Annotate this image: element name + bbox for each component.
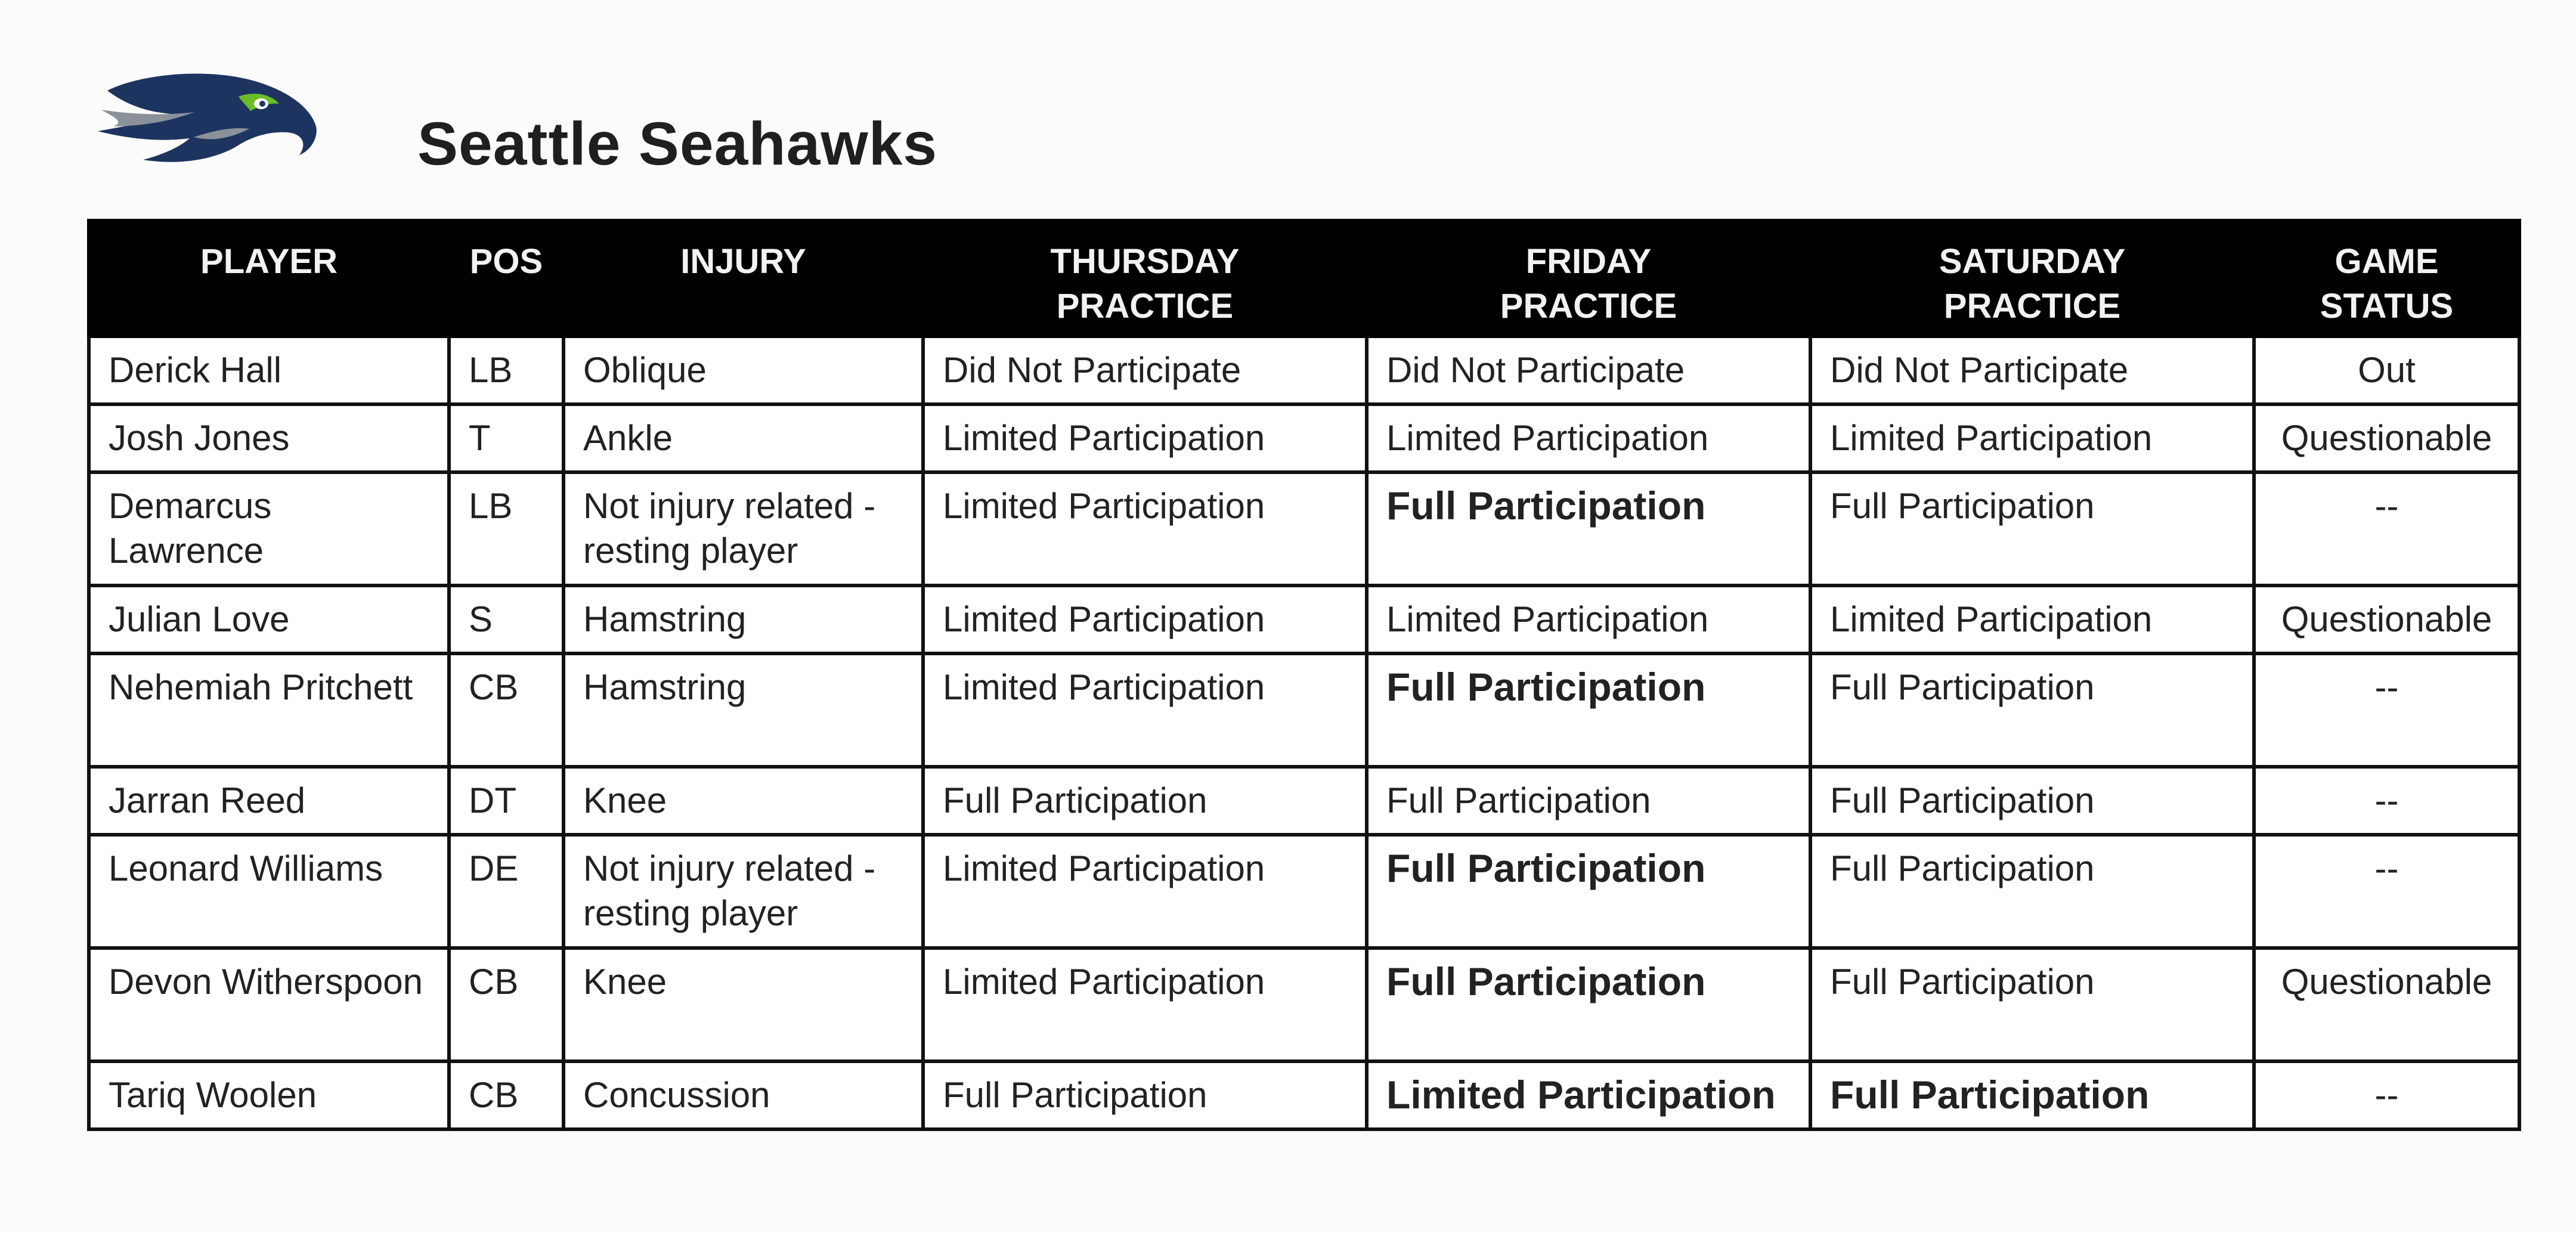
cell-thursday: Full Participation (923, 1061, 1367, 1129)
table-row (89, 472, 2519, 585)
cell-friday: Full Participation (1367, 835, 1810, 948)
cell-friday: Did Not Participate (1367, 336, 1810, 404)
cell-thursday: Limited Participation (923, 653, 1367, 767)
table-row (89, 948, 2519, 1061)
table-row (89, 767, 2519, 835)
cell-saturday: Full Participation (1810, 653, 2254, 767)
cell-injury: Concussion (564, 1061, 923, 1129)
header-friday-practice: FRIDAY PRACTICE (1367, 221, 1810, 336)
header-injury: INJURY (564, 221, 923, 336)
table-row (89, 1061, 2519, 1129)
cell-thursday: Limited Participation (923, 404, 1367, 472)
cell-pos: DT (449, 767, 564, 835)
cell-pos: CB (449, 948, 564, 1061)
cell-friday: Full Participation (1367, 948, 1810, 1061)
injury-report-table (87, 219, 2521, 1131)
cell-game-status: Questionable (2254, 948, 2519, 1061)
cell-thursday: Limited Participation (923, 835, 1367, 948)
cell-thursday: Limited Participation (923, 948, 1367, 1061)
cell-injury: Not injury related - resting player (564, 472, 923, 585)
cell-pos: CB (449, 1061, 564, 1129)
cell-player: Josh Jones (89, 404, 449, 472)
table-header (89, 221, 2519, 336)
cell-player: Demarcus Lawrence (89, 472, 449, 585)
cell-player: Jarran Reed (89, 767, 449, 835)
cell-pos: LB (449, 336, 564, 404)
cell-injury: Not injury related - resting player (564, 835, 923, 948)
table-row (89, 336, 2519, 404)
cell-friday: Full Participation (1367, 767, 1810, 835)
cell-game-status: Out (2254, 336, 2519, 404)
cell-pos: LB (449, 472, 564, 585)
cell-pos: T (449, 404, 564, 472)
cell-saturday: Full Participation (1810, 1061, 2254, 1129)
table-row (89, 835, 2519, 948)
cell-thursday: Limited Participation (923, 585, 1367, 653)
cell-injury: Ankle (564, 404, 923, 472)
cell-saturday: Full Participation (1810, 472, 2254, 585)
cell-saturday: Full Participation (1810, 767, 2254, 835)
cell-game-status: -- (2254, 1061, 2519, 1129)
cell-saturday: Limited Participation (1810, 404, 2254, 472)
cell-game-status: Questionable (2254, 585, 2519, 653)
seahawk-logo-icon (89, 67, 322, 168)
cell-friday: Full Participation (1367, 653, 1810, 767)
cell-saturday: Limited Participation (1810, 585, 2254, 653)
cell-injury: Knee (564, 948, 923, 1061)
cell-game-status: -- (2254, 835, 2519, 948)
cell-player: Leonard Williams (89, 835, 449, 948)
cell-injury: Knee (564, 767, 923, 835)
cell-friday: Limited Participation (1367, 1061, 1810, 1129)
cell-injury: Hamstring (564, 585, 923, 653)
header-player: PLAYER (89, 221, 449, 336)
cell-saturday: Full Participation (1810, 835, 2254, 948)
header-thursday-practice: THURSDAY PRACTICE (923, 221, 1367, 336)
table-row (89, 585, 2519, 653)
header-pos: POS (449, 221, 564, 336)
cell-friday: Limited Participation (1367, 404, 1810, 472)
cell-player: Devon Witherspoon (89, 948, 449, 1061)
table-row (89, 653, 2519, 767)
cell-saturday: Full Participation (1810, 948, 2254, 1061)
cell-thursday: Did Not Participate (923, 336, 1367, 404)
team-name: Seattle Seahawks (417, 110, 938, 178)
cell-friday: Limited Participation (1367, 585, 1810, 653)
table-body (89, 336, 2519, 1129)
cell-pos: CB (449, 653, 564, 767)
cell-player: Julian Love (89, 585, 449, 653)
cell-saturday: Did Not Participate (1810, 336, 2254, 404)
cell-injury: Oblique (564, 336, 923, 404)
header-game-status: GAME STATUS (2254, 221, 2519, 336)
cell-player: Derick Hall (89, 336, 449, 404)
cell-friday: Full Participation (1367, 472, 1810, 585)
cell-thursday: Full Participation (923, 767, 1367, 835)
table-row (89, 404, 2519, 472)
header-saturday-practice: SATURDAY PRACTICE (1810, 221, 2254, 336)
cell-game-status: Questionable (2254, 404, 2519, 472)
cell-pos: S (449, 585, 564, 653)
cell-injury: Hamstring (564, 653, 923, 767)
cell-thursday: Limited Participation (923, 472, 1367, 585)
cell-pos: DE (449, 835, 564, 948)
cell-game-status: -- (2254, 653, 2519, 767)
header-row (89, 221, 2519, 336)
cell-player: Nehemiah Pritchett (89, 653, 449, 767)
cell-player: Tariq Woolen (89, 1061, 449, 1129)
cell-game-status: -- (2254, 472, 2519, 585)
cell-game-status: -- (2254, 767, 2519, 835)
